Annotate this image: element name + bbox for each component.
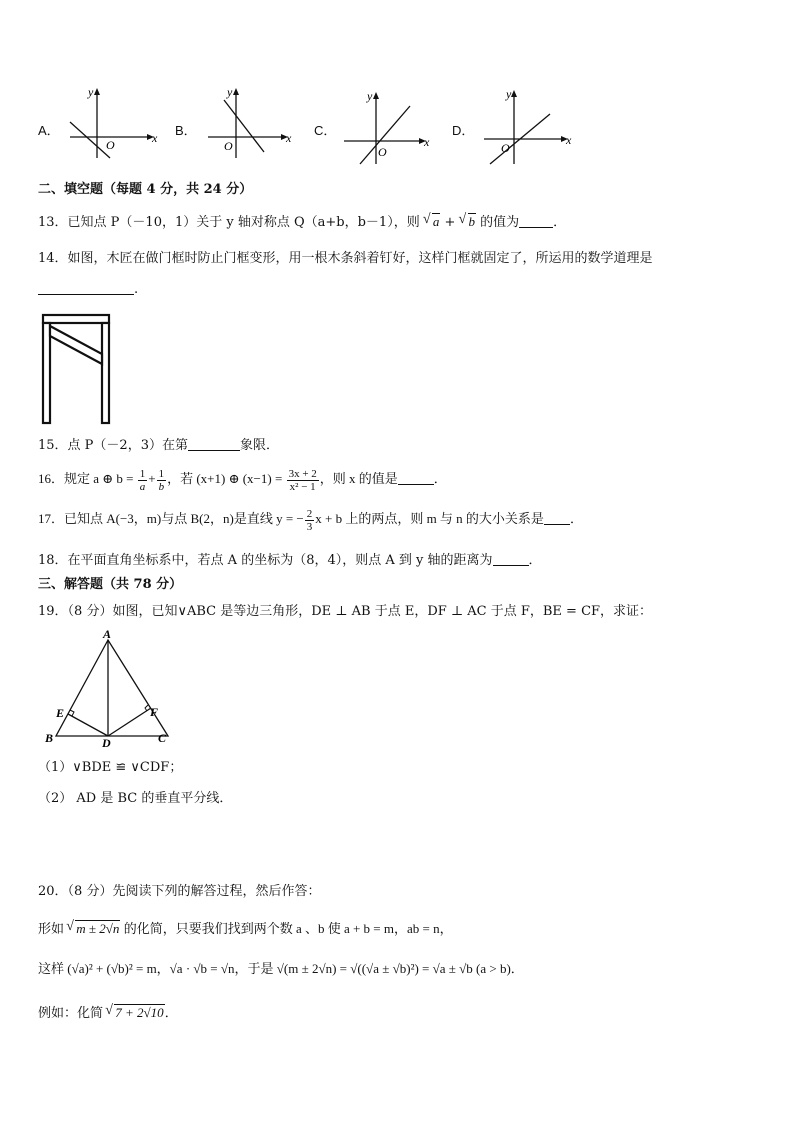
x-axis-label: x	[566, 133, 572, 147]
option-b-label: B．	[175, 123, 197, 138]
door-frame-figure	[40, 312, 112, 426]
sqrt-b: √ b	[460, 213, 477, 231]
y-axis-label: y	[227, 86, 233, 99]
question-18: 18．在平面直角坐标系中，若点 A 的坐标为（8，4），则点 A 到 y 轴的距离为 ．	[38, 553, 542, 568]
origin-label: O	[501, 141, 510, 155]
option-d-label: D．	[452, 123, 475, 138]
answer-blank-16[interactable]	[398, 470, 434, 485]
fraction-1-over-b: $\frac{1}{b}$	[158, 467, 165, 493]
question-16: 16．规定 a ⊕ b = $\frac{1}{a}$ + $\frac{1}{b}$ ，若 (x+1) ⊕ (x−1) = $\frac{3x + 2}{\text{x² − 1}}$ ，则 x 的值是 ．	[38, 467, 447, 493]
y-axis-label: y	[367, 89, 373, 103]
option-c-graph	[340, 86, 440, 166]
y-axis-label: y	[88, 86, 94, 99]
y-axis-label: y	[506, 87, 512, 101]
origin-label: O	[378, 145, 387, 159]
point-label-e: E	[56, 706, 65, 720]
fraction-1-over-a: $\frac{1}{a}$	[139, 467, 146, 493]
answer-blank-14[interactable]	[38, 280, 134, 295]
fraction-rhs: $\frac{3x + 2}{\text{x² − 1}}$	[288, 467, 317, 493]
section-3-title: 三、解答题（共 78 分）	[38, 577, 183, 592]
q19-part-1: （1）∨BDE ≌ ∨CDF；	[38, 760, 183, 775]
vertex-label-a: A	[103, 628, 112, 641]
origin-label: O	[106, 138, 115, 152]
question-19: 19．（8 分）如图，已知∨ABC 是等边三角形，DE ⊥ AB 于点 E，DF ⊥ AC 于点 F，BE = CF，求证：	[38, 604, 653, 619]
answer-blank-17[interactable]	[544, 510, 570, 525]
answer-blank-15[interactable]	[188, 436, 240, 451]
point-label-d: D	[102, 736, 111, 750]
sqrt-m-2n: √ m ± 2√n	[67, 920, 120, 938]
q14-answer-line: .	[38, 280, 138, 299]
answer-blank-18[interactable]	[493, 551, 529, 566]
sqrt-a: √ a	[424, 213, 441, 231]
option-b-graph	[200, 86, 300, 161]
vertex-label-b: B	[45, 731, 54, 745]
origin-label: O	[224, 139, 233, 153]
question-20: 20．（8 分）先阅读下列的解答过程，然后作答：	[38, 884, 321, 899]
q20-line-2: 这样 (√a)² + (√b)² = m，√a · √b = √n，于是 √(m ± 2√n) = √((√a ± √b)²) = √a ± √b (a > b)．	[38, 961, 524, 976]
answer-blank-13[interactable]	[519, 213, 553, 228]
point-label-f: F	[150, 705, 159, 719]
option-a-label: A．	[38, 123, 60, 138]
x-axis-label: x	[286, 131, 292, 145]
q20-line-3: 例如：化简 √ 7 + 2√10．	[38, 1004, 178, 1022]
x-axis-label: x	[152, 131, 158, 145]
sqrt-example: √ 7 + 2√10	[106, 1004, 164, 1022]
option-c-label: C．	[314, 123, 337, 138]
option-a-graph	[62, 86, 162, 161]
triangle-figure	[40, 628, 180, 750]
q20-line-1: 形如 √ m ± 2√n 的化简，只要我们找到两个数 a 、b 使 a + b = m，ab = n，	[38, 920, 453, 938]
option-d-graph	[478, 86, 578, 166]
vertex-label-c: C	[158, 731, 167, 745]
fraction-2-over-3: $\frac{2}{3}$	[306, 507, 313, 533]
question-15: 15．点 P（－2，3）在第 象限．	[38, 438, 279, 453]
section-2-title: 二、填空题（每题 4 分，共 24 分）	[38, 182, 253, 197]
question-13: 13．已知点 P（－10，1）关于 y 轴对称点 Q（a+b，b－1），则 √ a + √ b 的值为 ．	[38, 213, 566, 232]
question-14: 14．如图，木匠在做门框时防止门框变形，用一根木条斜着钉好，这样门框就固定了，所运用的数学道理是	[38, 251, 653, 266]
x-axis-label: x	[424, 135, 430, 149]
q13-text: 13．已知点 P（－10，1）关于 y 轴对称点 Q（a+b，b－1），则	[38, 215, 420, 230]
q19-part-2: （2） AD 是 BC 的垂直平分线．	[38, 791, 233, 806]
question-17: 17．已知点 A(−3，m)与点 B(2，n)是直线 y = − $\frac{2}{3}$ x + b 上的两点，则 m 与 n 的大小关系是 ．	[38, 507, 583, 533]
